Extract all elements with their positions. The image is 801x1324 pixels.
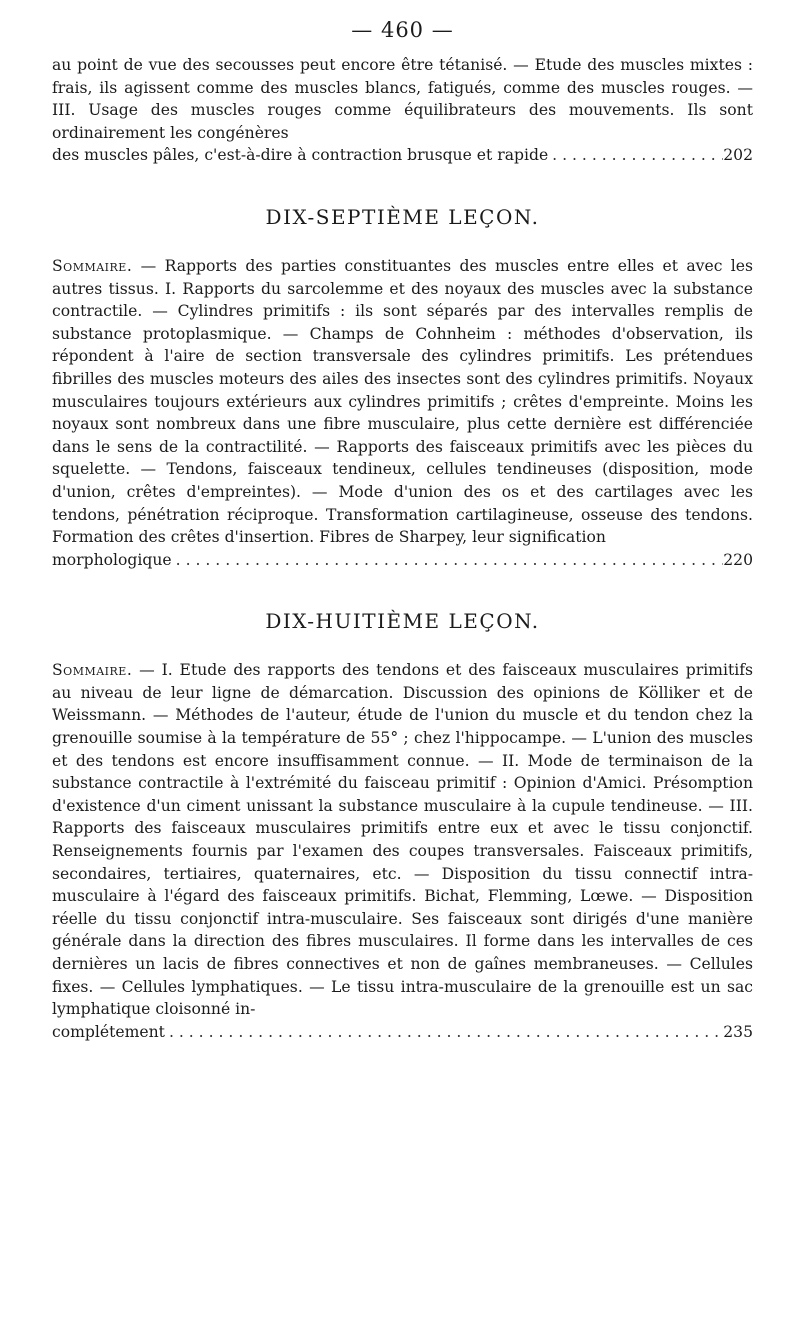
lesson-17-page-ref: 220 [723,550,753,569]
lesson-17-last-line [52,549,753,572]
dot-leader [548,144,723,167]
lesson-18-last-line [52,1021,753,1044]
dot-leader [165,1021,723,1044]
lesson-17-text [52,255,753,549]
lesson-18-text [52,659,753,1021]
dot-leader [172,549,724,572]
summary-label: Sommaire. [52,661,133,680]
intro-page-ref: 202 [723,146,753,165]
lesson-18-body: — I. Etude des rapports des tendons et des faisceaux musculaires primitifs au niveau de leur ligne de démarcation. Discussion des opinions de Kölliker et de Weissmann. — Méthodes de l'auteur, étude de l'union du muscle et du tendon chez la grenouille soumise à la température de 55° ; chez l'hippocampe. — L'union des muscles et des tendons est encore insuffisamment connue. — II. Mode de terminaison de la substance contractile à l'extrémité du faisceau primitif : Opinion d'Amici. Présomption d'existence d'un ciment unissant la substance musculaire à la cupule tendineuse. — III. Rapports des faisceaux musculaires primitifs entre eux et avec le tissu conjonctif. Renseignements fournis par l'examen des coupes transversales. Faisceaux primitifs, secondaires, tertiaires, quaternaires, etc. — Disposition du tissu connectif intra-musculaire à l'égard des faisceaux primitifs. Bichat, Flemming, Lœwe. — Disposition réelle du tissu conjonctif intra-musculaire. Ses faisceaux sont dirigés d'une manière générale dans la direction des fibres musculaires. Il forme dans les intervalles de ces dernières un lacis de fibres connectives et non de gaînes membraneuses. — Cellules fixes. — Cellules lymphatiques. — Le tissu intra-musculaire de la grenouille est un sac lymphatique cloisonné in- [52,661,753,1019]
lesson-18-last-line-text: complétement [52,1022,165,1041]
intro-last-line [52,144,753,167]
lesson-17-body: — Rapports des parties constituantes des muscles entre elles et avec les autres tissus. I. Rapports du sarcolemme et des noyaux des muscles avec la substance contractile. — Cylindres primitifs : ils sont séparés par des intervalles remplis de substance protoplasmique. — Champs de Cohnheim : méthodes d'observation, ils répondent à l'aire de section transversale des cylindres primitifs. Les prétendues fibrilles des muscles moteurs des ailes des insectes sont des cylindres primitifs. Noyaux musculaires toujours extérieurs aux cylindres primitifs ; crêtes d'empreinte. Moins les noyaux sont nombreux dans une fibre musculaire, plus cette dernière est différenciée dans le sens de la contractilité. — Rapports des faisceaux primitifs avec les pièces du squelette. — Tendons, faisceaux tendineux, cellules tendineuses (disposition, mode d'union, crêtes d'empreintes). — Mode d'union des os et des cartilages avec les tendons, pénétration réciproque. Transformation cartilagineuse, osseuse des tendons. Formation des crêtes d'insertion. Fibres de Sharpey, leur signification [52,256,753,547]
intro-last-line-text: des muscles pâles, c'est-à-dire à contraction brusque et rapide [52,146,549,165]
lesson-18-page-ref: 235 [723,1022,753,1041]
intro-text: au point de vue des secousses peut encore être tétanisé. — Etude des muscles mixtes : frais, ils agissent comme des muscles blancs, fatigués, comme des muscles rouges. — III. Usage des muscles rouges comme équilibrateurs des mouvements. Ils sont ordinairement les congénères [52,56,753,142]
page-number: — 460 — [351,18,454,42]
lesson-18-summary [52,659,753,1043]
lesson-18-heading: DIX-HUITIÈME LEÇON. [265,609,540,634]
lesson-17-summary [52,255,753,571]
lesson-17-last-line-text: morphologique [52,550,172,569]
lesson-17-heading: DIX-SEPTIÈME LEÇON. [265,204,540,229]
intro-entry [52,54,753,167]
summary-label: Sommaire. [52,256,133,275]
